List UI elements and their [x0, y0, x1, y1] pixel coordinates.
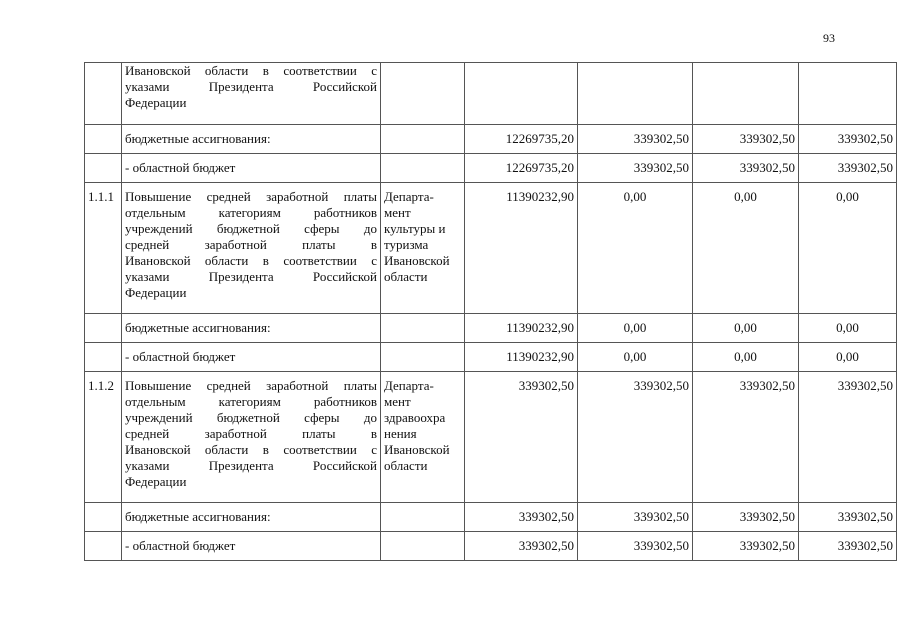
value-cell: 11390232,90: [465, 343, 578, 372]
executor-line: культуры и: [384, 221, 446, 236]
description-line: средней заработной платы в: [125, 237, 377, 252]
budget-label: бюджетные ассигнования:: [122, 503, 381, 532]
value-cell: 339302,50: [578, 532, 693, 561]
value-cell: 339302,50: [578, 154, 693, 183]
executor-line: здравоохра: [384, 410, 446, 425]
value-cell: 339302,50: [578, 503, 693, 532]
description-line: Повышение средней заработной платы: [125, 378, 377, 393]
table-row: [85, 532, 897, 561]
table-row: [85, 343, 897, 372]
executor-line: Департа-: [384, 378, 434, 393]
value-cell: 0,00: [693, 314, 799, 343]
executor-line: Ивановской: [384, 253, 450, 268]
executor-line: мент: [384, 394, 411, 409]
executor-cell: [381, 314, 465, 343]
description-line: указами Президента Российской: [125, 79, 377, 94]
value-cell: [799, 63, 897, 125]
description-line: Повышение средней заработной платы: [125, 189, 377, 204]
value-cell: 339302,50: [693, 125, 799, 154]
value-cell: 339302,50: [799, 154, 897, 183]
executor-cell: [381, 503, 465, 532]
executor-cell: [381, 343, 465, 372]
description-cell: [122, 372, 381, 503]
description-cell: [122, 63, 381, 125]
description-line: отдельным категориям работников: [125, 205, 377, 220]
value-cell: [465, 63, 578, 125]
description-line: указами Президента Российской: [125, 458, 377, 473]
description-line: Федерации: [125, 474, 187, 489]
table-row: [85, 503, 897, 532]
executor-line: Ивановской: [384, 442, 450, 457]
executor-line: туризма: [384, 237, 429, 252]
value-cell: 339302,50: [693, 154, 799, 183]
value-cell: 11390232,90: [465, 183, 578, 314]
item-number: 1.1.1: [85, 183, 122, 314]
value-cell: 339302,50: [693, 372, 799, 503]
value-cell: 339302,50: [799, 532, 897, 561]
value-cell: 0,00: [799, 314, 897, 343]
index-cell: [85, 532, 122, 561]
value-cell: 0,00: [693, 343, 799, 372]
executor-line: области: [384, 458, 428, 473]
table-row: [85, 314, 897, 343]
table-row: [85, 63, 897, 125]
description-line: Ивановской области в соответствии с: [125, 253, 377, 268]
description-line: Федерации: [125, 285, 187, 300]
value-cell: [578, 63, 693, 125]
table-row: [85, 372, 897, 503]
value-cell: 339302,50: [578, 125, 693, 154]
description-line: Ивановской области в соответствии с: [125, 442, 377, 457]
index-cell: [85, 314, 122, 343]
value-cell: 12269735,20: [465, 154, 578, 183]
description-line: учреждений бюджетной сферы до: [125, 410, 377, 425]
value-cell: 12269735,20: [465, 125, 578, 154]
table-row: [85, 125, 897, 154]
value-cell: 339302,50: [693, 532, 799, 561]
executor-line: области: [384, 269, 428, 284]
index-cell: [85, 63, 122, 125]
value-cell: 0,00: [578, 183, 693, 314]
regional-budget-label: - областной бюджет: [122, 154, 381, 183]
description-line: средней заработной платы в: [125, 426, 377, 441]
executor-cell: [381, 63, 465, 125]
executor-cell: [381, 183, 465, 314]
value-cell: 339302,50: [465, 532, 578, 561]
value-cell: 0,00: [578, 343, 693, 372]
description-line: отдельным категориям работников: [125, 394, 377, 409]
value-cell: 11390232,90: [465, 314, 578, 343]
item-number: 1.1.2: [85, 372, 122, 503]
regional-budget-label: - областной бюджет: [122, 532, 381, 561]
value-cell: 339302,50: [465, 372, 578, 503]
description-line: Ивановской области в соответствии с: [125, 63, 377, 78]
value-cell: 0,00: [578, 314, 693, 343]
executor-cell: [381, 125, 465, 154]
table-row: [85, 183, 897, 314]
executor-cell: [381, 372, 465, 503]
value-cell: 0,00: [693, 183, 799, 314]
executor-line: Департа-: [384, 189, 434, 204]
value-cell: 339302,50: [799, 372, 897, 503]
executor-cell: [381, 532, 465, 561]
value-cell: 339302,50: [693, 503, 799, 532]
value-cell: 339302,50: [799, 503, 897, 532]
budget-label: бюджетные ассигнования:: [122, 125, 381, 154]
executor-line: мент: [384, 205, 411, 220]
budget-table: [84, 62, 897, 561]
executor-cell: [381, 154, 465, 183]
table-row: [85, 154, 897, 183]
value-cell: 0,00: [799, 343, 897, 372]
regional-budget-label: - областной бюджет: [122, 343, 381, 372]
value-cell: 339302,50: [578, 372, 693, 503]
description-cell: [122, 183, 381, 314]
index-cell: [85, 154, 122, 183]
description-line: указами Президента Российской: [125, 269, 377, 284]
value-cell: 339302,50: [465, 503, 578, 532]
budget-label: бюджетные ассигнования:: [122, 314, 381, 343]
index-cell: [85, 503, 122, 532]
page-number: 93: [823, 31, 835, 45]
executor-line: нения: [384, 426, 417, 441]
value-cell: 0,00: [799, 183, 897, 314]
description-line: Федерации: [125, 95, 187, 110]
value-cell: 339302,50: [799, 125, 897, 154]
description-line: учреждений бюджетной сферы до: [125, 221, 377, 236]
index-cell: [85, 125, 122, 154]
value-cell: [693, 63, 799, 125]
index-cell: [85, 343, 122, 372]
